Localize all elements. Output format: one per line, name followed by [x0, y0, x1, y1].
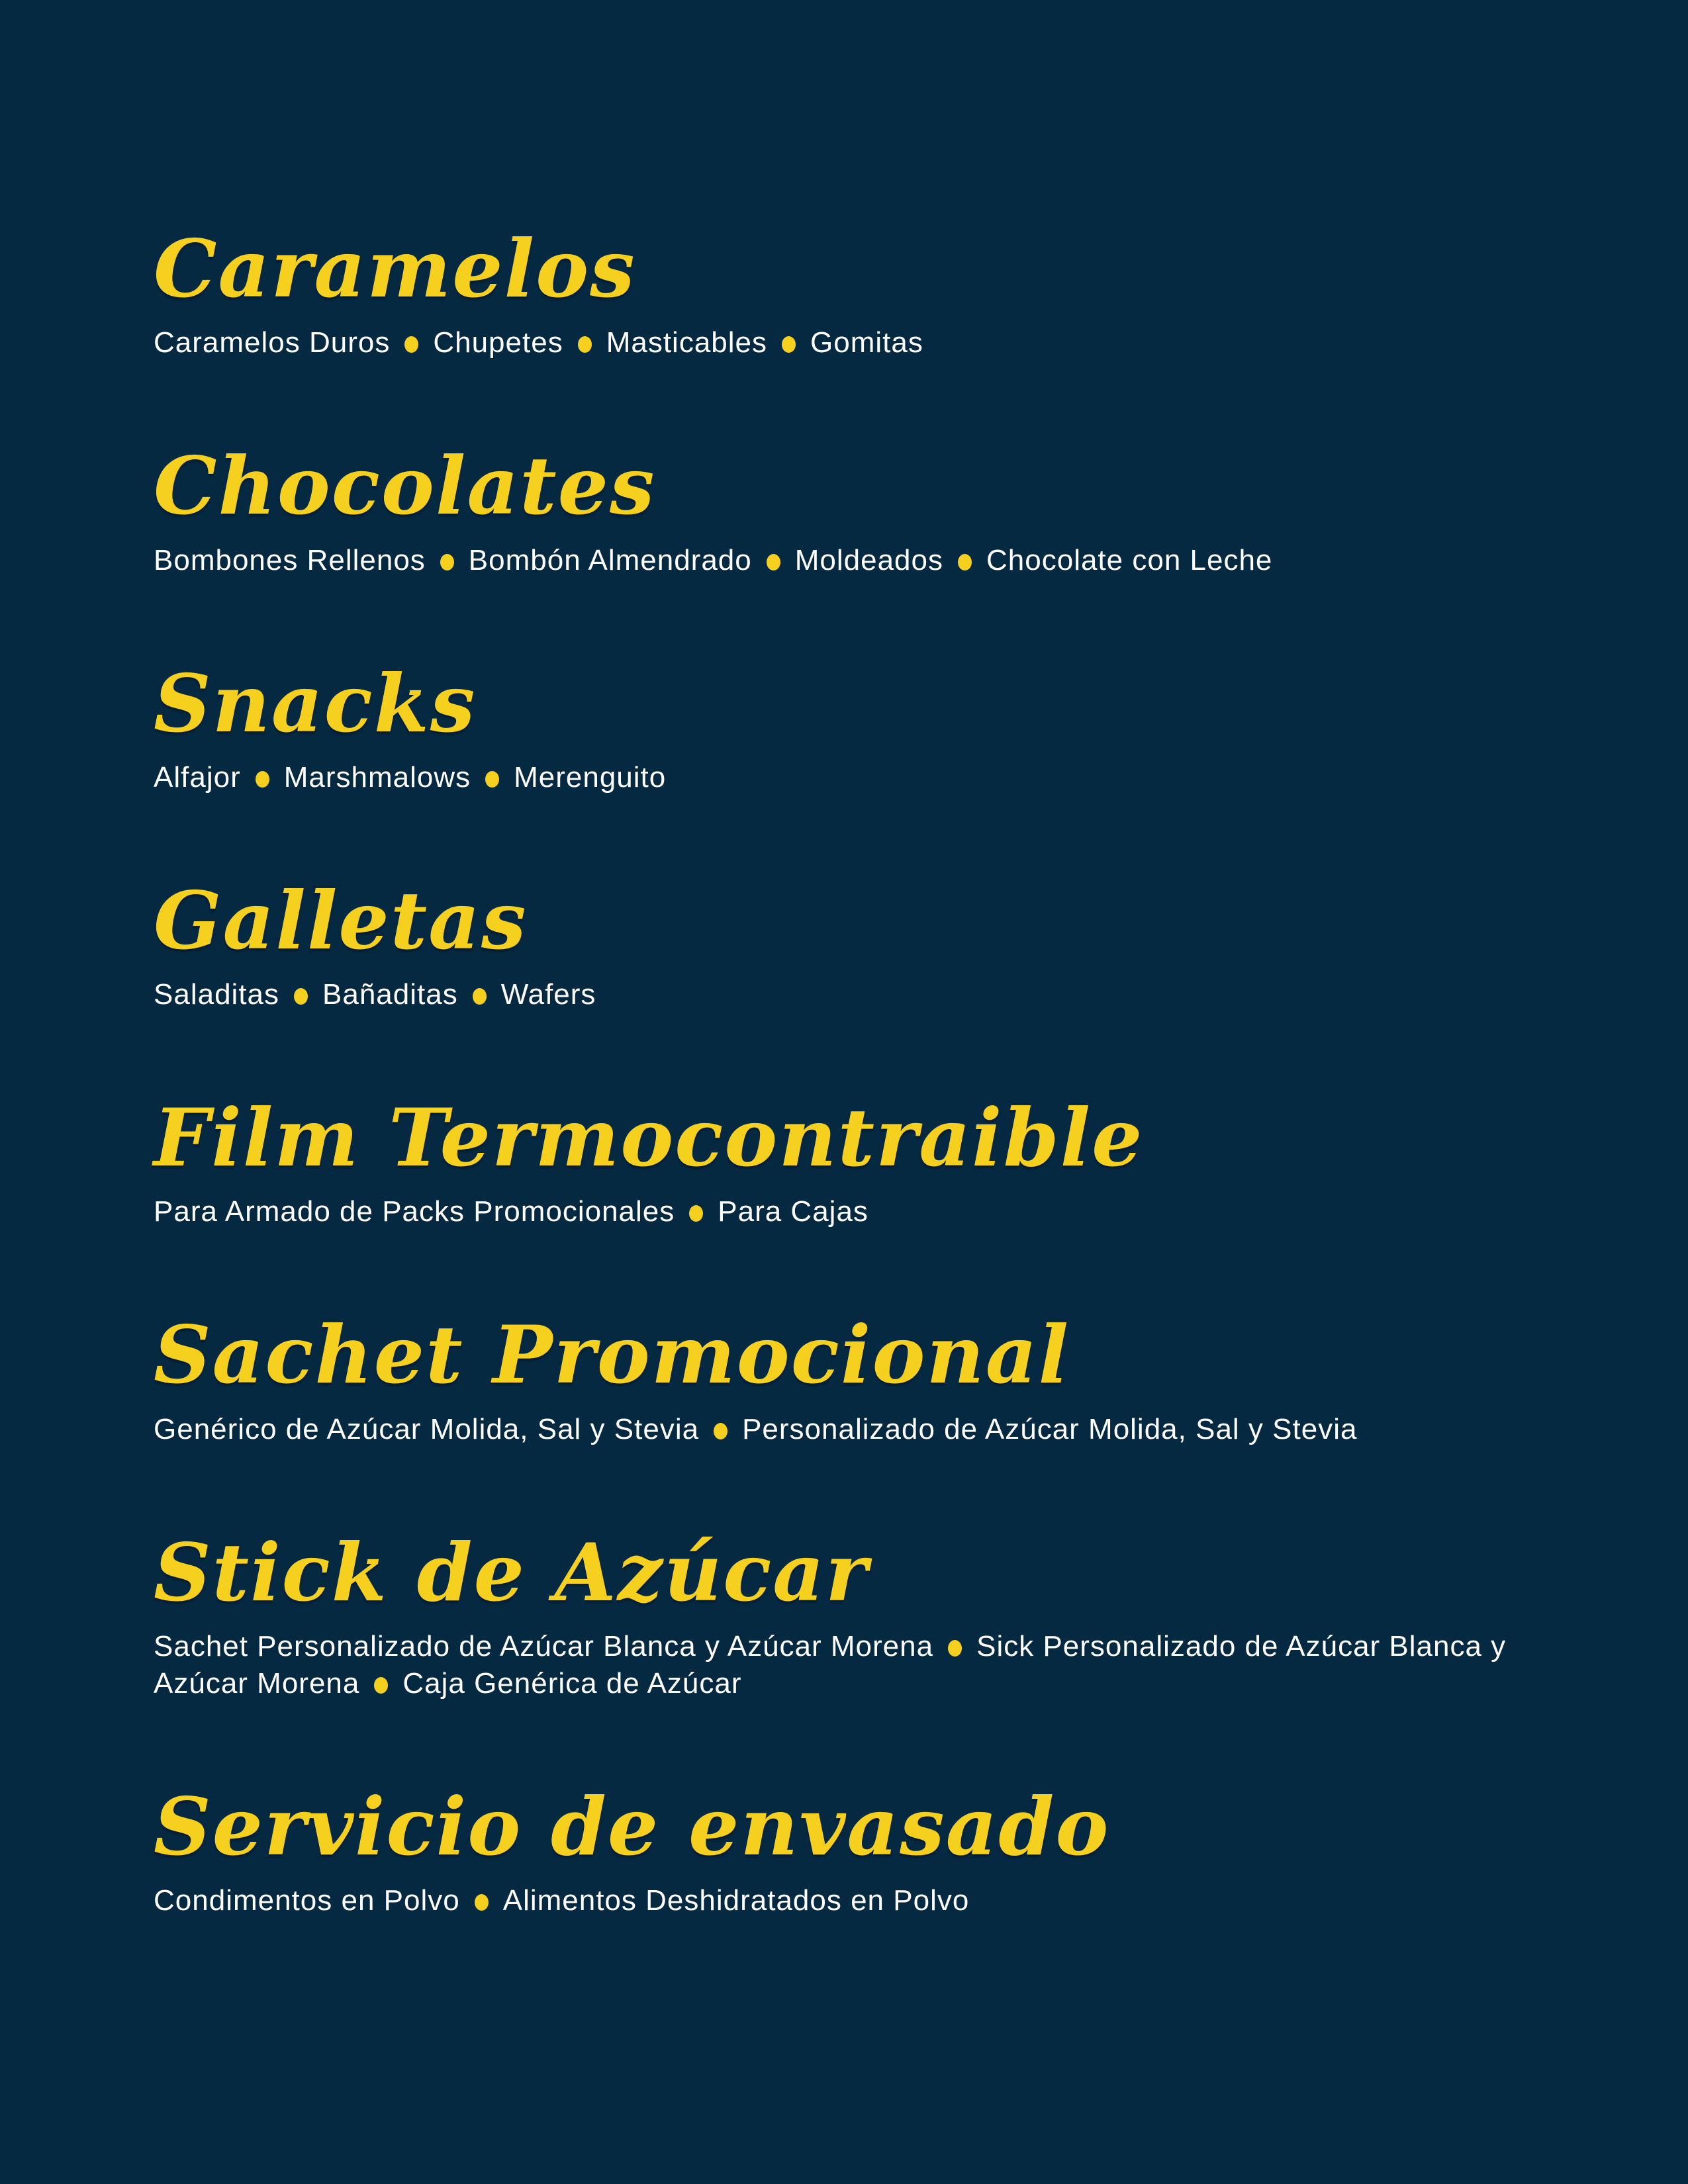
bullet-separator-icon — [374, 1677, 388, 1694]
section-items — [154, 976, 1577, 1013]
section-title: Stick de Azúcar — [154, 1525, 869, 1619]
section-items — [154, 1411, 1577, 1448]
bullet-separator-icon — [473, 988, 487, 1005]
section-items — [154, 542, 1577, 579]
menu-section — [154, 1780, 1582, 1919]
menu-section — [154, 1525, 1582, 1702]
section-items — [154, 1628, 1577, 1702]
bullet-separator-icon — [256, 771, 269, 788]
section-title: Chocolates — [154, 439, 656, 533]
category-item: Condimentos en Polvo — [154, 1884, 460, 1917]
section-title: Sachet Promocional — [154, 1308, 1070, 1402]
bullet-separator-icon — [714, 1423, 727, 1439]
category-item: Saladitas — [154, 978, 280, 1011]
menu-root — [154, 222, 1582, 1919]
section-title: Snacks — [154, 657, 477, 751]
bullet-separator-icon — [475, 1894, 489, 1911]
category-item: Caja Genérica de Azúcar — [402, 1666, 742, 1700]
section-title: Servicio de envasado — [154, 1780, 1110, 1874]
category-item: Alimentos Deshidratados en Polvo — [502, 1884, 970, 1917]
category-item: Alfajor — [154, 760, 241, 794]
menu-section — [154, 1308, 1582, 1447]
category-item: Para Cajas — [718, 1195, 868, 1228]
section-title: Film Termocontraible — [154, 1091, 1144, 1185]
menu-section — [154, 222, 1582, 361]
category-item: Marshmalows — [283, 760, 471, 794]
bullet-separator-icon — [689, 1205, 703, 1222]
category-item: Chocolate con Leche — [986, 543, 1273, 576]
menu-section — [154, 874, 1582, 1013]
category-item: Masticables — [606, 326, 768, 359]
category-item: Sachet Personalizado de Azúcar Blanca y Azúcar Morena — [154, 1629, 934, 1662]
bullet-separator-icon — [782, 336, 796, 353]
menu-section — [154, 439, 1582, 578]
category-item: Para Armado de Packs Promocionales — [154, 1195, 675, 1228]
category-item: Merenguito — [514, 760, 667, 794]
bullet-separator-icon — [440, 554, 454, 570]
category-item: Personalizado de Azúcar Molida, Sal y Stevia — [742, 1412, 1358, 1445]
bullet-separator-icon — [294, 988, 308, 1005]
section-title: Galletas — [154, 874, 528, 968]
section-title: Caramelos — [154, 222, 636, 316]
bullet-separator-icon — [948, 1640, 962, 1657]
category-item: Chupetes — [433, 326, 563, 359]
category-item: Bombón Almendrado — [468, 543, 752, 576]
section-items — [154, 1882, 1577, 1919]
bullet-separator-icon — [485, 771, 499, 788]
category-item: Bombones Rellenos — [154, 543, 426, 576]
bullet-separator-icon — [404, 336, 418, 353]
category-item: Genérico de Azúcar Molida, Sal y Stevia — [154, 1412, 700, 1445]
section-items — [154, 324, 1577, 361]
category-item: Moldeados — [794, 543, 943, 576]
bullet-separator-icon — [958, 554, 972, 570]
section-items — [154, 759, 1577, 796]
section-items — [154, 1193, 1577, 1230]
category-item: Bañaditas — [322, 978, 458, 1011]
bullet-separator-icon — [767, 554, 780, 570]
menu-section — [154, 657, 1582, 796]
category-item: Caramelos Duros — [154, 326, 391, 359]
bullet-separator-icon — [578, 336, 592, 353]
category-item: Gomitas — [810, 326, 923, 359]
category-item: Sick Personalizado de Azúcar Blanca y Azúcar Morena — [154, 1629, 1507, 1700]
category-item: Wafers — [500, 978, 596, 1011]
menu-section — [154, 1091, 1582, 1230]
